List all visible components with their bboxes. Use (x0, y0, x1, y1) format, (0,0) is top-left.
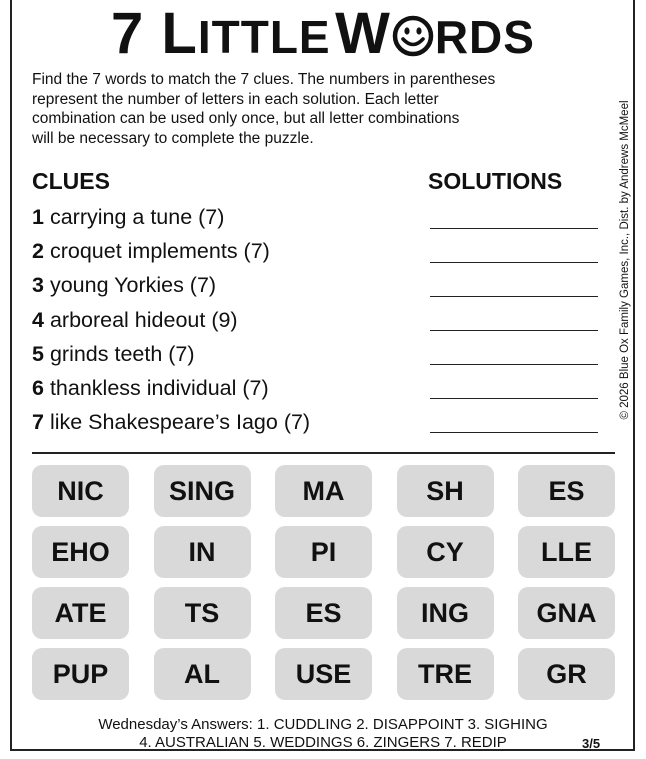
puzzle-title (0, 2, 646, 66)
clue-text: arboreal hideout (9) (49, 308, 238, 332)
solution-blank-7[interactable] (430, 432, 598, 433)
title-part2-small: RDS (434, 11, 535, 63)
instructions-line: Find the 7 words to match the 7 clues. The numbers in parentheses (32, 71, 496, 88)
letter-tile[interactable]: ES (518, 465, 615, 517)
clues-header: CLUES (32, 168, 110, 194)
clue-text: thankless individual (7) (49, 376, 269, 400)
solution-blank-2[interactable] (430, 262, 598, 263)
clue-5 (32, 339, 195, 369)
letter-tile[interactable]: ATE (32, 587, 129, 639)
instructions-line: combination can be used only once, but all letter combinations (32, 110, 460, 127)
letter-tile[interactable]: NIC (32, 465, 129, 517)
solutions-header: SOLUTIONS (428, 168, 563, 194)
clue-6 (32, 373, 269, 403)
letter-tile[interactable]: MA (275, 465, 372, 517)
letter-tile[interactable]: TS (154, 587, 251, 639)
clue-number: 5 (32, 342, 44, 366)
solution-blank-4[interactable] (430, 330, 598, 331)
title-part1-big: 7 L (111, 1, 198, 66)
letter-tile[interactable]: GR (518, 648, 615, 700)
solution-blank-5[interactable] (430, 364, 598, 365)
letter-tile[interactable]: CY (397, 526, 494, 578)
page-number: 3/5 (582, 736, 601, 751)
clue-1 (32, 202, 224, 232)
letter-tile[interactable]: LLE (518, 526, 615, 578)
clue-text: grinds teeth (7) (49, 342, 195, 366)
divider (32, 452, 615, 454)
letter-tile[interactable]: PUP (32, 648, 129, 700)
letter-tile[interactable]: PI (275, 526, 372, 578)
smiley-face-icon (392, 15, 434, 57)
clue-text: carrying a tune (7) (49, 205, 225, 229)
clue-text: like Shakespeare’s Iago (7) (49, 410, 311, 434)
clue-4 (32, 305, 238, 335)
clue-7 (32, 407, 310, 437)
letter-tile[interactable]: TRE (397, 648, 494, 700)
clue-number: 6 (32, 376, 44, 400)
letter-tile[interactable]: ING (397, 587, 494, 639)
clue-text: croquet implements (7) (49, 239, 270, 263)
instructions (32, 70, 617, 148)
letter-tile[interactable]: SING (154, 465, 251, 517)
instructions-line: represent the number of letters in each solution. Each letter (32, 90, 439, 108)
solution-blank-6[interactable] (430, 398, 598, 399)
answers-line-1: Wednesday’s Answers: 1. CUDDLING 2. DISAPPOINT 3. SIGHING (98, 716, 548, 733)
clue-number: 1 (32, 205, 44, 229)
clue-number: 3 (32, 273, 44, 297)
letter-tile-grid (32, 465, 615, 700)
previous-answers (0, 716, 646, 752)
clue-text: young Yorkies (7) (49, 273, 217, 297)
clue-number: 2 (32, 239, 44, 263)
instructions-line: will be necessary to complete the puzzle. (32, 129, 314, 147)
letter-tile[interactable]: SH (397, 465, 494, 517)
letter-tile[interactable]: GNA (518, 587, 615, 639)
letter-tile[interactable]: IN (154, 526, 251, 578)
clue-number: 7 (32, 410, 44, 434)
solution-blank-3[interactable] (430, 296, 598, 297)
letter-tile[interactable]: AL (154, 648, 251, 700)
letter-tile[interactable]: USE (275, 648, 372, 700)
title-part1-small: ITTLE (197, 11, 331, 63)
clue-2 (32, 236, 270, 266)
letter-tile[interactable]: ES (275, 587, 372, 639)
clue-number: 4 (32, 308, 44, 332)
clue-3 (32, 270, 216, 300)
answers-line-2: 4. AUSTRALIAN 5. WEDDINGS 6. ZINGERS 7. REDIP (139, 734, 507, 751)
title-part2-big: W (335, 1, 391, 66)
solution-blank-1[interactable] (430, 228, 598, 229)
copyright-notice: © 2026 Blue Ox Family Games, Inc., Dist. by Andrews McMeel (619, 100, 631, 420)
letter-tile[interactable]: EHO (32, 526, 129, 578)
